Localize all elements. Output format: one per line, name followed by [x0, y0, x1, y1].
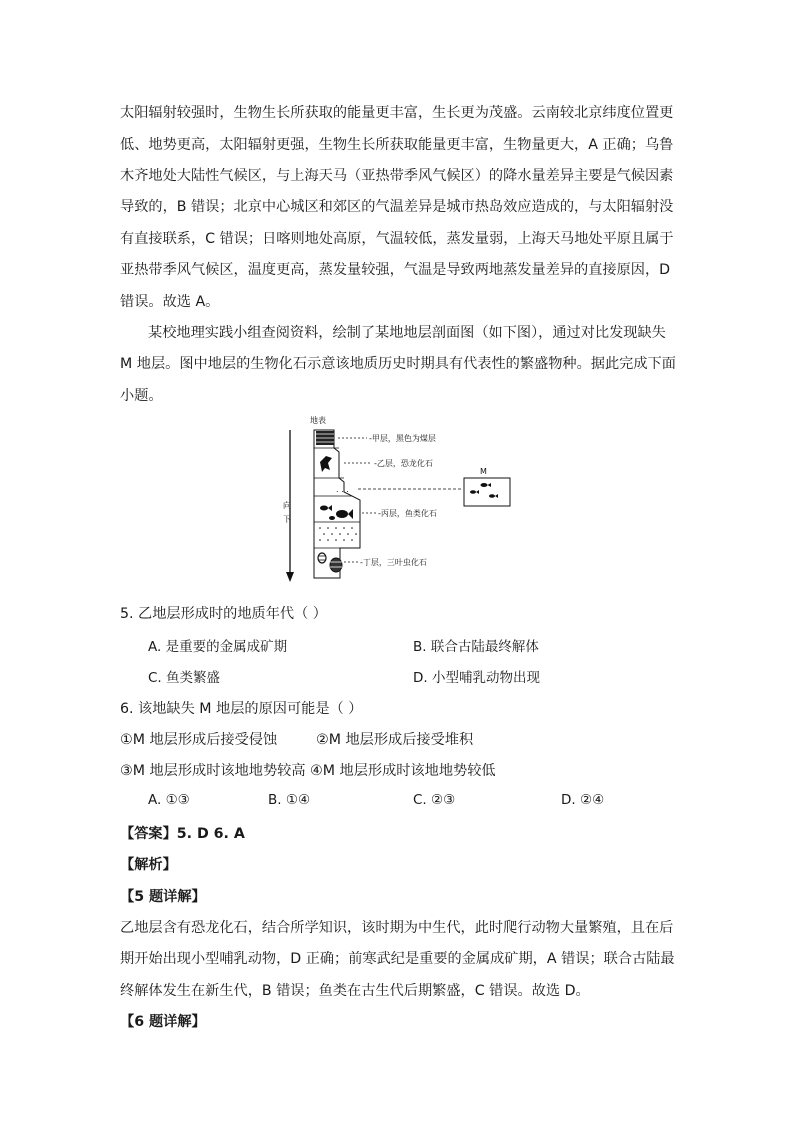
q6-option-a: A. ①③ [148, 792, 190, 808]
m-label: M [480, 467, 487, 476]
intro-line: 某校地理实践小组查阅资料，绘制了某地地层剖面图（如下图），通过对比发现缺失 [148, 325, 666, 341]
sand-layer [319, 527, 357, 541]
q5-detail-line: 期开始出现小型哺乳动物，D 正确；前寒武纪是重要的金属成矿期，A 错误；联合古陆最 [120, 951, 675, 967]
dinosaur-fossil-icon [320, 456, 332, 472]
q5-option-c: C. 鱼类繁盛 [148, 670, 221, 686]
layer-ding-label: -丁层，三叶虫化石 [360, 558, 427, 567]
layer-yi-label: -乙层，恐龙化石 [374, 459, 433, 468]
trilobite-fossil-icon [318, 553, 342, 572]
q6-statement-2: ②M 地层形成后接受堆积 [316, 732, 474, 748]
q5-stem: 5. 乙地层形成时的地质年代（ ） [120, 606, 327, 622]
q5-detail-title: 【5 题详解】 [120, 889, 206, 905]
layer-bing-label: -丙层，鱼类化石 [378, 509, 437, 518]
q5-detail-line: 乙地层含有恐龙化石，结合所学知识，该时期为中生代，此时爬行动物大量繁殖，且在后 [120, 920, 674, 936]
q6-option-d: D. ②④ [561, 792, 605, 808]
text-line: 低、地势更高，太阳辐射更强，生物生长所获取能量更丰富，生物量更大，A 正确；乌鲁 [120, 137, 674, 153]
intro-line: M 地层。图中地层的生物化石示意该地质历史时期具有代表性的繁盛物种。据此完成下面 [120, 356, 676, 372]
q6-statements-3-4: ③M 地层形成时该地地势较高 ④M 地层形成时该地地势较低 [120, 763, 496, 779]
q6-option-b: B. ①④ [268, 792, 311, 808]
m-layer-box [464, 467, 510, 506]
q6-detail-title: 【6 题详解】 [120, 1014, 206, 1030]
down-label-1: 向 [283, 501, 291, 510]
q6-option-c: C. ②③ [413, 792, 456, 808]
answer-line: 【答案】5. D 6. A [120, 826, 245, 842]
q5-option-d: D. 小型哺乳动物出现 [413, 670, 540, 686]
svg-text:. . .: . . . [336, 485, 349, 494]
text-line: 导致的，B 错误；北京中心城区和郊区的气温差异是城市热岛效应造成的，与太阳辐射没 [120, 199, 674, 215]
intro-line: 小题。 [120, 388, 163, 404]
q6-stem: 6. 该地缺失 M 地层的原因可能是（ ） [120, 701, 363, 717]
q5-option-a: A. 是重要的金属成矿期 [148, 639, 288, 655]
analysis-title: 【解析】 [120, 857, 177, 873]
text-line: 太阳辐射较强时，生物生长所获取的能量更丰富，生长更为茂盛。云南较北京纬度位置更 [120, 105, 674, 121]
q5-option-b: B. 联合古陆最终解体 [413, 639, 539, 655]
text-line: 有直接联系，C 错误；日喀则地处高原，气温较低，蒸发量弱，上海天马地处平原且属于 [120, 231, 674, 247]
layer-jia-label: -甲层，黑色为煤层 [369, 434, 436, 443]
text-line: 木齐地处大陆性气候区，与上海天马（亚热带季风气候区）的降水量差异主要是气候因素 [120, 168, 674, 184]
fish-fossil-icon [320, 505, 353, 520]
q5-detail-line: 终解体发生在新生代，B 错误；鱼类在古生代后期繁盛，C 错误。故选 D。 [120, 983, 590, 999]
q6-statement-1: ①M 地层形成后接受侵蚀 [120, 732, 278, 748]
text-line: 亚热带季风气候区，温度更高，蒸发量较强，气温是导致两地蒸发量差异的直接原因，D [120, 262, 671, 278]
text-line: 错误。故选 A。 [120, 294, 220, 310]
stratigraphic-diagram [272, 410, 528, 590]
surface-label: 地表 [310, 416, 326, 425]
down-label-2: 下 [283, 515, 291, 524]
